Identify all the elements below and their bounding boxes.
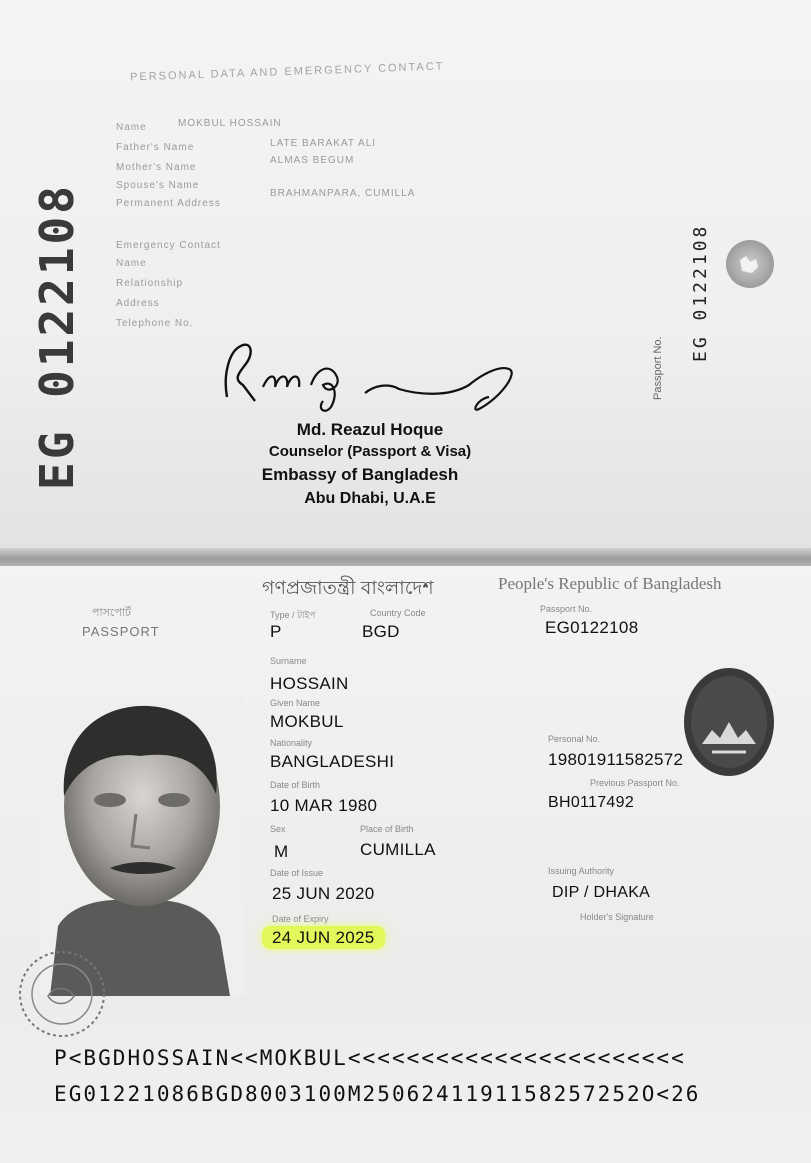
signatory-organization: Embassy of Bangladesh bbox=[261, 465, 459, 484]
issuing-authority-label: Issuing Authority bbox=[548, 866, 615, 876]
field-value: BRAHMANPARA, CUMILLA bbox=[270, 188, 416, 199]
issuing-authority: DIP / DHAKA bbox=[552, 884, 651, 901]
type-label: Type / টাইপ bbox=[270, 610, 316, 620]
given-name-label: Given Name bbox=[270, 698, 321, 708]
passport-number: EG0122108 bbox=[545, 618, 639, 637]
emergency-label: Address bbox=[116, 298, 160, 309]
date-of-expiry-highlight: 24 JUN 2025 bbox=[262, 926, 385, 949]
dob-label: Date of Birth bbox=[270, 780, 321, 790]
sex: M bbox=[274, 842, 289, 861]
place-of-birth-label: Place of Birth bbox=[360, 824, 414, 834]
previous-passport-number: BH0117492 bbox=[548, 794, 635, 811]
sex-label: Sex bbox=[270, 824, 286, 834]
given-name: MOKBUL bbox=[270, 712, 344, 731]
date-of-issue: 25 JUN 2020 bbox=[272, 884, 375, 903]
personal-data-header: PERSONAL DATA AND EMERGENCY CONTACT bbox=[129, 60, 445, 84]
field-label: Father's Name bbox=[116, 142, 195, 153]
country-name-bangla: গণপ্রজাতন্ত্রী বাংলাদেশ bbox=[262, 578, 434, 599]
emergency-label: Telephone No. bbox=[116, 318, 194, 329]
date-of-expiry bbox=[262, 928, 385, 948]
holder-signature-label: Holder's Signature bbox=[580, 912, 654, 922]
country-code-label: Country Code bbox=[370, 608, 426, 618]
emergency-header: Emergency Contact bbox=[116, 240, 221, 251]
vertical-passport-number: EG 0122108 bbox=[690, 223, 711, 362]
emblem-icon bbox=[726, 240, 774, 288]
surname: HOSSAIN bbox=[270, 674, 349, 693]
personal-number: 19801911582572 bbox=[548, 750, 684, 769]
field-label: Permanent Address bbox=[116, 198, 221, 209]
mrz-line-2: EG01221086BGD8003100M2506241191158257252O<26 bbox=[54, 1082, 701, 1106]
prev-passport-label: Previous Passport No. bbox=[590, 778, 680, 788]
emergency-label: Relationship bbox=[116, 278, 184, 289]
signatory-city: Abu Dhabi, U.A.E bbox=[304, 490, 436, 507]
field-value: LATE BARAKAT ALI bbox=[270, 138, 377, 149]
signature-icon bbox=[215, 335, 585, 425]
national-emblem-icon bbox=[682, 666, 777, 778]
field-label: Name bbox=[116, 122, 147, 133]
date-of-birth: 10 MAR 1980 bbox=[270, 796, 378, 815]
field-value: MOKBUL HOSSAIN bbox=[178, 118, 282, 129]
date-of-expiry-label: Date of Expiry bbox=[272, 914, 329, 924]
field-label: Spouse's Name bbox=[116, 180, 200, 191]
passport-type: P bbox=[270, 622, 282, 641]
field-label: Mother's Name bbox=[116, 162, 197, 173]
document-title-bangla: পাসপোর্ট bbox=[92, 607, 131, 619]
country-name-english: People's Republic of Bangladesh bbox=[498, 574, 722, 593]
date-of-issue-label: Date of Issue bbox=[270, 868, 324, 878]
personal-no-label: Personal No. bbox=[548, 734, 601, 744]
bio-data-page bbox=[0, 566, 811, 1163]
observation-page bbox=[0, 0, 811, 560]
nationality-label: Nationality bbox=[270, 738, 313, 748]
perforated-passport-number: EG 0122108 bbox=[30, 183, 84, 490]
document-title: PASSPORT bbox=[82, 624, 160, 639]
country-code: BGD bbox=[362, 622, 400, 641]
seal-stamp-icon bbox=[14, 946, 110, 1042]
mrz-line-1: P<BGDHOSSAIN<<MOKBUL<<<<<<<<<<<<<<<<<<<<<<< bbox=[54, 1046, 686, 1070]
field-value: ALMAS BEGUM bbox=[270, 155, 355, 166]
signatory-name: Md. Reazul Hoque bbox=[296, 420, 444, 439]
nationality: BANGLADESHI bbox=[270, 752, 395, 771]
passport-no-label: Passport No. bbox=[540, 604, 593, 614]
signatory-title: Counselor (Passport & Visa) bbox=[268, 443, 472, 460]
place-of-birth: CUMILLA bbox=[360, 840, 436, 859]
surname-label: Surname bbox=[270, 656, 307, 666]
vertical-passport-label: Passport No. bbox=[652, 336, 664, 400]
emergency-label: Name bbox=[116, 258, 147, 269]
